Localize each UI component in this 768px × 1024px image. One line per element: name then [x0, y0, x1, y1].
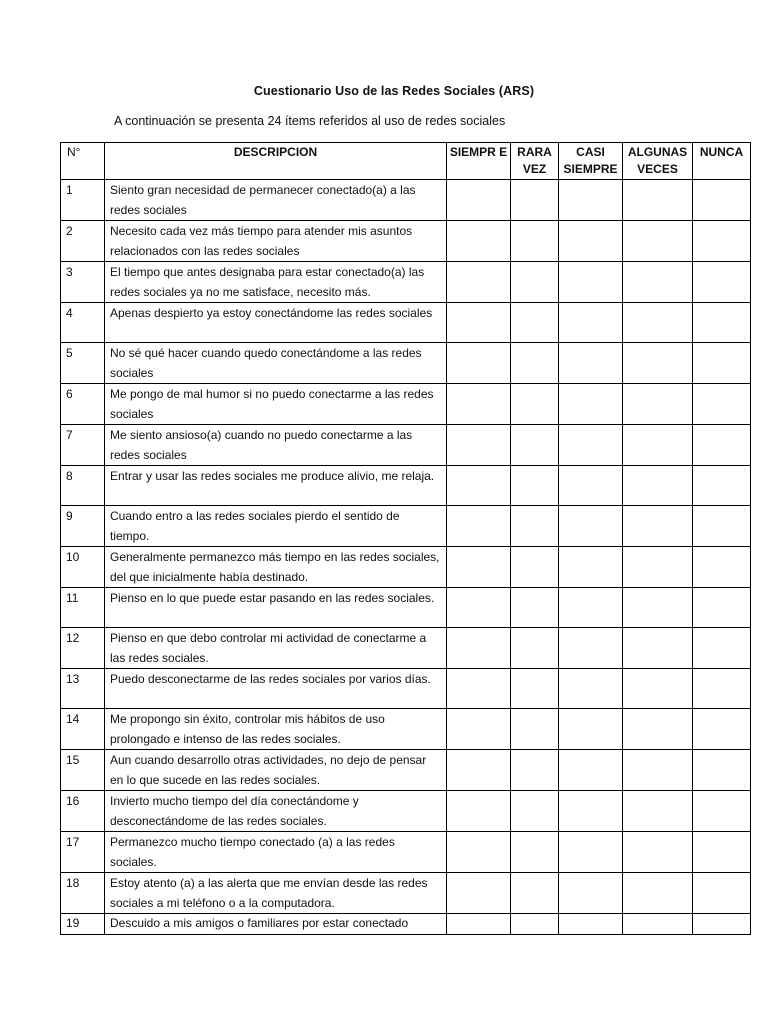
answer-cell-nunca[interactable] — [693, 262, 751, 303]
answer-cell-rara-vez[interactable] — [511, 832, 559, 873]
item-description: Entrar y usar las redes sociales me produce alivio, me relaja. — [105, 466, 447, 506]
item-number: 12 — [61, 628, 105, 669]
answer-cell-siempre[interactable] — [447, 914, 511, 935]
table-row — [61, 343, 751, 384]
answer-cell-algunas-veces[interactable] — [623, 873, 693, 914]
answer-cell-casi-siempre[interactable] — [559, 425, 623, 466]
answer-cell-nunca[interactable] — [693, 506, 751, 547]
answer-cell-casi-siempre[interactable] — [559, 221, 623, 262]
answer-cell-rara-vez[interactable] — [511, 669, 559, 709]
answer-cell-algunas-veces[interactable] — [623, 466, 693, 506]
item-description: Cuando entro a las redes sociales pierdo el sentido de tiempo. — [105, 506, 447, 547]
table-row — [61, 873, 751, 914]
item-number: 19 — [61, 914, 105, 935]
item-number: 16 — [61, 791, 105, 832]
answer-cell-nunca[interactable] — [693, 547, 751, 588]
answer-cell-rara-vez[interactable] — [511, 588, 559, 628]
answer-cell-nunca[interactable] — [693, 914, 751, 935]
header-siempre: SIEMPR E — [447, 143, 511, 180]
item-description: Me propongo sin éxito, controlar mis hábitos de uso prolongado e intenso de las redes sociales. — [105, 709, 447, 750]
header-casi-siempre: CASI SIEMPRE — [559, 143, 623, 180]
answer-cell-nunca[interactable] — [693, 180, 751, 221]
table-row — [61, 709, 751, 750]
item-description: Pienso en que debo controlar mi actividad de conectarme a las redes sociales. — [105, 628, 447, 669]
answer-cell-casi-siempre[interactable] — [559, 873, 623, 914]
answer-cell-rara-vez[interactable] — [511, 914, 559, 935]
answer-cell-siempre[interactable] — [447, 221, 511, 262]
answer-cell-nunca[interactable] — [693, 750, 751, 791]
answer-cell-casi-siempre[interactable] — [559, 709, 623, 750]
answer-cell-algunas-veces[interactable] — [623, 628, 693, 669]
answer-cell-siempre[interactable] — [447, 832, 511, 873]
answer-cell-siempre[interactable] — [447, 669, 511, 709]
answer-cell-siempre[interactable] — [447, 588, 511, 628]
answer-cell-casi-siempre[interactable] — [559, 384, 623, 425]
item-number: 5 — [61, 343, 105, 384]
answer-cell-algunas-veces[interactable] — [623, 791, 693, 832]
answer-cell-casi-siempre[interactable] — [559, 914, 623, 935]
table-row — [61, 669, 751, 709]
answer-cell-rara-vez[interactable] — [511, 628, 559, 669]
answer-cell-nunca[interactable] — [693, 303, 751, 343]
item-number: 17 — [61, 832, 105, 873]
answer-cell-casi-siempre[interactable] — [559, 466, 623, 506]
answer-cell-casi-siempre[interactable] — [559, 262, 623, 303]
item-description: Invierto mucho tiempo del día conectándome y desconectándome de las redes sociales. — [105, 791, 447, 832]
answer-cell-algunas-veces[interactable] — [623, 180, 693, 221]
answer-cell-nunca[interactable] — [693, 709, 751, 750]
header-description: DESCRIPCION — [105, 143, 447, 180]
answer-cell-casi-siempre[interactable] — [559, 750, 623, 791]
table-row — [61, 628, 751, 669]
table-row — [61, 547, 751, 588]
header-rara-vez: RARA VEZ — [511, 143, 559, 180]
item-description: Generalmente permanezco más tiempo en las redes sociales, del que inicialmente había destinado. — [105, 547, 447, 588]
answer-cell-algunas-veces[interactable] — [623, 506, 693, 547]
answer-cell-algunas-veces[interactable] — [623, 588, 693, 628]
item-description: Siento gran necesidad de permanecer conectado(a) a las redes sociales — [105, 180, 447, 221]
answer-cell-siempre[interactable] — [447, 384, 511, 425]
answer-cell-nunca[interactable] — [693, 588, 751, 628]
table-row — [61, 832, 751, 873]
answer-cell-rara-vez[interactable] — [511, 791, 559, 832]
answer-cell-siempre[interactable] — [447, 873, 511, 914]
answer-cell-siempre[interactable] — [447, 425, 511, 466]
item-number: 13 — [61, 669, 105, 709]
table-row — [61, 466, 751, 506]
header-number: N° — [61, 143, 105, 180]
item-description: El tiempo que antes designaba para estar conectado(a) las redes sociales ya no me satisface, necesito más. — [105, 262, 447, 303]
answer-cell-rara-vez[interactable] — [511, 709, 559, 750]
answer-cell-nunca[interactable] — [693, 425, 751, 466]
table-row — [61, 384, 751, 425]
answer-cell-algunas-veces[interactable] — [623, 343, 693, 384]
item-description: Permanezco mucho tiempo conectado (a) a las redes sociales. — [105, 832, 447, 873]
answer-cell-rara-vez[interactable] — [511, 873, 559, 914]
item-number: 14 — [61, 709, 105, 750]
item-number: 11 — [61, 588, 105, 628]
table-row — [61, 180, 751, 221]
item-number: 8 — [61, 466, 105, 506]
answer-cell-algunas-veces[interactable] — [623, 669, 693, 709]
item-description: Descuido a mis amigos o familiares por estar conectado — [105, 914, 447, 935]
answer-cell-algunas-veces[interactable] — [623, 914, 693, 935]
item-number: 18 — [61, 873, 105, 914]
item-description: Me siento ansioso(a) cuando no puedo conectarme a las redes sociales — [105, 425, 447, 466]
answer-cell-rara-vez[interactable] — [511, 384, 559, 425]
answer-cell-nunca[interactable] — [693, 221, 751, 262]
answer-cell-rara-vez[interactable] — [511, 506, 559, 547]
document-title: Cuestionario Uso de las Redes Sociales (ARS) — [253, 84, 535, 98]
answer-cell-siempre[interactable] — [447, 750, 511, 791]
table-row — [61, 221, 751, 262]
answer-cell-siempre[interactable] — [447, 506, 511, 547]
answer-cell-rara-vez[interactable] — [511, 343, 559, 384]
answer-cell-nunca[interactable] — [693, 669, 751, 709]
item-number: 3 — [61, 262, 105, 303]
table-row — [61, 588, 751, 628]
answer-cell-nunca[interactable] — [693, 343, 751, 384]
answer-cell-siempre[interactable] — [447, 262, 511, 303]
answer-cell-casi-siempre[interactable] — [559, 506, 623, 547]
answer-cell-algunas-veces[interactable] — [623, 750, 693, 791]
item-description: Apenas despierto ya estoy conectándome las redes sociales — [105, 303, 447, 343]
answer-cell-casi-siempre[interactable] — [559, 180, 623, 221]
answer-cell-nunca[interactable] — [693, 466, 751, 506]
table-row — [61, 914, 751, 935]
intro-text: A continuación se presenta 24 ítems referidos al uso de redes sociales — [114, 114, 506, 128]
answer-cell-casi-siempre[interactable] — [559, 628, 623, 669]
table-row — [61, 425, 751, 466]
table-row — [61, 303, 751, 343]
item-number: 2 — [61, 221, 105, 262]
answer-cell-nunca[interactable] — [693, 384, 751, 425]
answer-cell-siempre[interactable] — [447, 709, 511, 750]
answer-cell-algunas-veces[interactable] — [623, 425, 693, 466]
table-header-row — [61, 143, 751, 180]
answer-cell-siempre[interactable] — [447, 466, 511, 506]
answer-cell-siempre[interactable] — [447, 628, 511, 669]
answer-cell-rara-vez[interactable] — [511, 547, 559, 588]
answer-cell-casi-siempre[interactable] — [559, 832, 623, 873]
item-description: Necesito cada vez más tiempo para atender mis asuntos relacionados con las redes sociales — [105, 221, 447, 262]
item-number: 9 — [61, 506, 105, 547]
answer-cell-algunas-veces[interactable] — [623, 262, 693, 303]
answer-cell-nunca[interactable] — [693, 628, 751, 669]
answer-cell-casi-siempre[interactable] — [559, 303, 623, 343]
answer-cell-algunas-veces[interactable] — [623, 709, 693, 750]
answer-cell-rara-vez[interactable] — [511, 180, 559, 221]
item-description: Aun cuando desarrollo otras actividades, no dejo de pensar en lo que sucede en las redes sociales. — [105, 750, 447, 791]
answer-cell-rara-vez[interactable] — [511, 466, 559, 506]
item-number: 7 — [61, 425, 105, 466]
item-description: No sé qué hacer cuando quedo conectándome a las redes sociales — [105, 343, 447, 384]
answer-cell-casi-siempre[interactable] — [559, 669, 623, 709]
answer-cell-algunas-veces[interactable] — [623, 384, 693, 425]
item-description: Pienso en lo que puede estar pasando en las redes sociales. — [105, 588, 447, 628]
item-description: Me pongo de mal humor si no puedo conectarme a las redes sociales — [105, 384, 447, 425]
answer-cell-casi-siempre[interactable] — [559, 547, 623, 588]
answer-cell-siempre[interactable] — [447, 303, 511, 343]
table-body — [61, 180, 751, 935]
item-number: 1 — [61, 180, 105, 221]
answer-cell-casi-siempre[interactable] — [559, 343, 623, 384]
header-nunca: NUNCA — [693, 143, 751, 180]
answer-cell-casi-siempre[interactable] — [559, 791, 623, 832]
table-row — [61, 791, 751, 832]
table-row — [61, 262, 751, 303]
table-row — [61, 506, 751, 547]
table-row — [61, 750, 751, 791]
answer-cell-siempre[interactable] — [447, 547, 511, 588]
answer-cell-algunas-veces[interactable] — [623, 221, 693, 262]
answer-cell-nunca[interactable] — [693, 791, 751, 832]
answer-cell-algunas-veces[interactable] — [623, 547, 693, 588]
questionnaire-table — [60, 142, 751, 935]
item-number: 15 — [61, 750, 105, 791]
answer-cell-rara-vez[interactable] — [511, 303, 559, 343]
answer-cell-rara-vez[interactable] — [511, 425, 559, 466]
answer-cell-algunas-veces[interactable] — [623, 303, 693, 343]
item-description: Estoy atento (a) a las alerta que me envían desde las redes sociales a mi teléfono o a la computadora. — [105, 873, 447, 914]
answer-cell-siempre[interactable] — [447, 180, 511, 221]
answer-cell-rara-vez[interactable] — [511, 262, 559, 303]
answer-cell-rara-vez[interactable] — [511, 221, 559, 262]
answer-cell-rara-vez[interactable] — [511, 750, 559, 791]
answer-cell-casi-siempre[interactable] — [559, 588, 623, 628]
item-description: Puedo desconectarme de las redes sociales por varios días. — [105, 669, 447, 709]
item-number: 10 — [61, 547, 105, 588]
header-algunas-veces: ALGUNAS VECES — [623, 143, 693, 180]
item-number: 6 — [61, 384, 105, 425]
item-number: 4 — [61, 303, 105, 343]
answer-cell-nunca[interactable] — [693, 873, 751, 914]
answer-cell-siempre[interactable] — [447, 343, 511, 384]
answer-cell-siempre[interactable] — [447, 791, 511, 832]
answer-cell-algunas-veces[interactable] — [623, 832, 693, 873]
answer-cell-nunca[interactable] — [693, 832, 751, 873]
